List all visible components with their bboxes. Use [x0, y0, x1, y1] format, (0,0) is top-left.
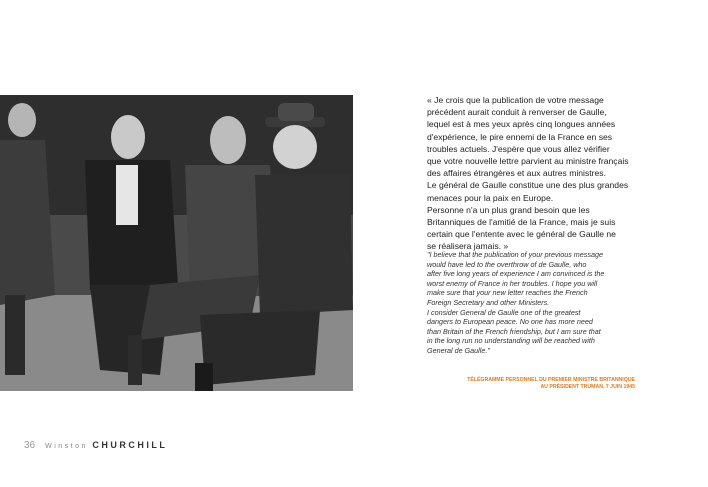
english-quote: "I believe that the publication of your previous message would have led to the overthrow of de Gaulle, who after five long years of experience I am convinced is the worst enemy of France in her troubles. I hope you will make sure that your new letter reaches the French Foreign Secretary and other Ministers. I consider General de Gaulle one of the greatest dangers to European peace. No one has more need than Britain of the French friendship, but I am sure that in the long run no understanding will be reached with General de Gaulle."	[427, 250, 605, 355]
historical-photograph	[0, 95, 353, 391]
french-quote: « Je crois que la publication de votre message précédent aurait conduit à renverser de Gaulle, lequel est à mes yeux après cinq longues années d'expérience, le pire ennemi de la France en ses troubles actuels. J'espère que vous allez vérifier que votre nouvelle lettre parvient au ministre français des affaires étrangères et aux autres ministres. Le général de Gaulle constitue une des plus grandes menaces pour la paix en Europe. Personne n'a un plus grand besoin que les Britanniques de l'amitié de la France, mais je suis certain que l'entente avec le général de Gaulle ne se réalisera jamais. »	[427, 95, 629, 252]
author-first-name: Winston	[45, 443, 88, 450]
author-last-name: CHURCHILL	[92, 440, 168, 450]
author-name	[45, 435, 167, 453]
page-footer	[24, 435, 167, 449]
photo-illustration	[0, 95, 353, 391]
source-caption: TÉLÉGRAMME PERSONNEL DU PREMIER MINISTRE BRITANNIQUE AU PRÉSIDENT TRUMAN, 7 JUIN 1945	[467, 377, 635, 390]
page-number: 36	[24, 440, 36, 451]
